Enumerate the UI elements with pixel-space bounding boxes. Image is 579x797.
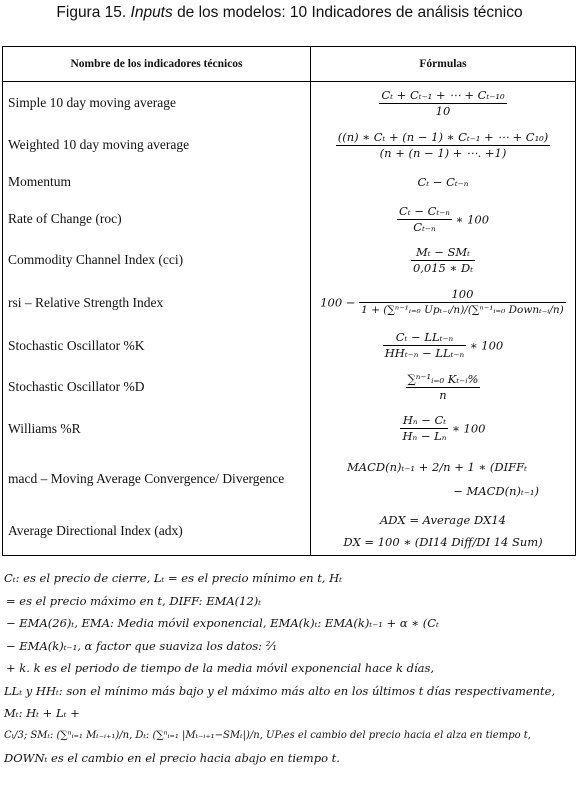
table-row <box>3 325 576 367</box>
denominator: Hₙ − Lₙ <box>402 429 447 443</box>
indicators-table <box>2 46 576 556</box>
note-line: = es el precio máximo en t, DIFF: EMA(12)ₜ <box>6 593 262 608</box>
formula-prefix: 100 − <box>320 295 356 310</box>
note-line: − EMA(k)ₜ₋₁, α factor que suaviza los datos: ²⁄₁ <box>6 638 277 653</box>
indicator-name: rsi – Relative Strength Index <box>3 281 311 325</box>
indicator-formula <box>311 240 576 281</box>
fraction <box>400 413 448 444</box>
indicator-formula <box>311 82 576 125</box>
numerator: Cₜ − LLₜ₋ₙ <box>383 330 466 346</box>
table-row <box>3 240 576 281</box>
formula-line-1: MACD(n)ₜ₋₁ + 2/n + 1 ∗ (DIFFₜ <box>347 459 527 474</box>
indicator-name: Rate of Change (roc) <box>8 211 122 226</box>
numerator: 100 <box>359 287 566 303</box>
note-line: Mₜ: Hₜ + Lₜ + <box>4 706 80 720</box>
notes <box>4 567 576 770</box>
denominator: n <box>439 387 447 402</box>
indicator-name: Average Directional Index (adx) <box>3 508 311 556</box>
numerator: Cₜ + Cₜ₋₁ + ⋯ + Cₜ₋₁₀ <box>381 87 505 102</box>
header-name: Nombre de los indicadores técnicos <box>3 47 311 82</box>
table-header-row <box>3 47 576 82</box>
indicator-formula: Cₜ − Cₜ₋ₙ <box>311 166 576 199</box>
numerator: ((n) ∗ Cₜ + (n − 1) ∗ Cₜ₋₁ + ⋯ + C₁₀) <box>337 129 549 144</box>
indicator-name: Momentum <box>3 166 311 199</box>
table-row <box>3 82 576 125</box>
indicator-name: macd – Moving Average Convergence/ Divergence <box>3 450 311 508</box>
table-row <box>3 281 576 325</box>
note-line: DOWNₜ es el cambio en el precio hacia abajo en tiempo t. <box>4 751 340 765</box>
numerator: Cₜ − Cₜ₋ₙ <box>398 203 450 218</box>
indicator-formula <box>311 125 576 166</box>
fraction <box>397 204 452 235</box>
fraction <box>411 245 475 276</box>
indicator-formula <box>311 199 576 240</box>
note-line: − EMA(26)ₜ, EMA: Media móvil exponencial, EMA(k)ₜ: EMA(k)ₜ₋₁ + α ∗ (Cₜ <box>6 616 439 630</box>
fraction <box>383 330 466 361</box>
denominator: Cₜ₋ₙ <box>413 219 436 234</box>
indicator-formula <box>311 367 576 408</box>
fraction <box>406 372 481 403</box>
numerator: Mₜ − SMₜ <box>411 245 475 261</box>
formula-line-2: DX = 100 ∗ (DI14 Diff/DI 14 Sum) <box>343 535 543 550</box>
note-line: Cₜ: es el precio de cierre, Lₜ = es el precio mínimo en t, Hₜ <box>4 571 342 585</box>
indicator-name-cell <box>3 199 311 240</box>
indicator-name: Williams %R <box>3 408 311 450</box>
figure-number: Figura 15. <box>56 4 127 21</box>
indicator-formula <box>311 408 576 450</box>
table-row <box>3 367 576 408</box>
figure-title <box>0 4 579 22</box>
fraction <box>336 130 551 161</box>
multiplier: ∗ 100 <box>469 338 504 353</box>
table-row <box>3 508 576 556</box>
table-row <box>3 408 576 450</box>
multiplier: ∗ 100 <box>452 421 486 436</box>
note-line: + k. k es el periodo de tiempo de la media móvil exponencial hace k días, <box>6 661 435 675</box>
multiplier: ∗ 100 <box>455 212 490 226</box>
formula-line-2: − MACD(n)ₜ₋₁) <box>453 483 539 498</box>
header-formula: Fórmulas <box>311 47 576 82</box>
note-line: Cₜ/3; SMₜ: (∑ⁿᵢ₌₁ Mₜ₋ᵢ₊₁)/n, Dₜ: (∑ⁿᵢ₌₁ |Mₜ₋ᵢ₊₁−SMₜ|)/n, UPₜes el cambio del precio hacia el alza en tiempo t, <box>4 729 531 741</box>
fraction <box>379 88 506 119</box>
indicator-name: Weighted 10 day moving average <box>3 125 311 166</box>
indicator-formula <box>311 450 576 508</box>
indicator-formula <box>311 281 576 325</box>
indicator-name: Stochastic Oscillator %D <box>3 367 311 408</box>
figure-title-rest: de los modelos: 10 Indicadores de análisis técnico <box>177 4 523 21</box>
indicator-formula <box>311 508 576 556</box>
numerator: ∑ⁿ⁻¹ᵢ₌₀ Kₜ₋ᵢ% <box>407 371 479 386</box>
indicator-name: Stochastic Oscillator %K <box>3 325 311 367</box>
table-row <box>3 125 576 166</box>
indicator-name: Simple 10 day moving average <box>3 82 311 125</box>
note-line: LLₜ y HHₜ: son el mínimo más bajo y el máximo más alto en los últimos t días respectivamente, <box>4 683 556 698</box>
fraction <box>359 287 566 318</box>
denominator: 10 <box>435 103 451 118</box>
table-row <box>3 166 576 199</box>
formula-line-1: ADX = Average DX14 <box>379 513 507 528</box>
figure-title-italic: Inputs <box>130 4 173 21</box>
denominator: 0,015 ∗ Dₜ <box>412 260 474 275</box>
table-row <box>3 199 576 240</box>
denominator: HHₜ₋ₙ − LLₜ₋ₙ <box>384 346 465 360</box>
table-row <box>3 450 576 508</box>
indicator-formula <box>311 325 576 367</box>
denominator: 1 + (∑ⁿ⁻¹ᵢ₌₀ Upₜ₋ᵢ/n)/(∑ⁿ⁻¹ᵢ₌₀ Downₜ₋ᵢ/n) <box>361 304 564 316</box>
denominator: (n + (n − 1) + ⋯. +1) <box>379 145 507 160</box>
indicator-name: Commodity Channel Index (cci) <box>3 240 311 281</box>
numerator: Hₙ − Cₜ <box>400 413 448 429</box>
